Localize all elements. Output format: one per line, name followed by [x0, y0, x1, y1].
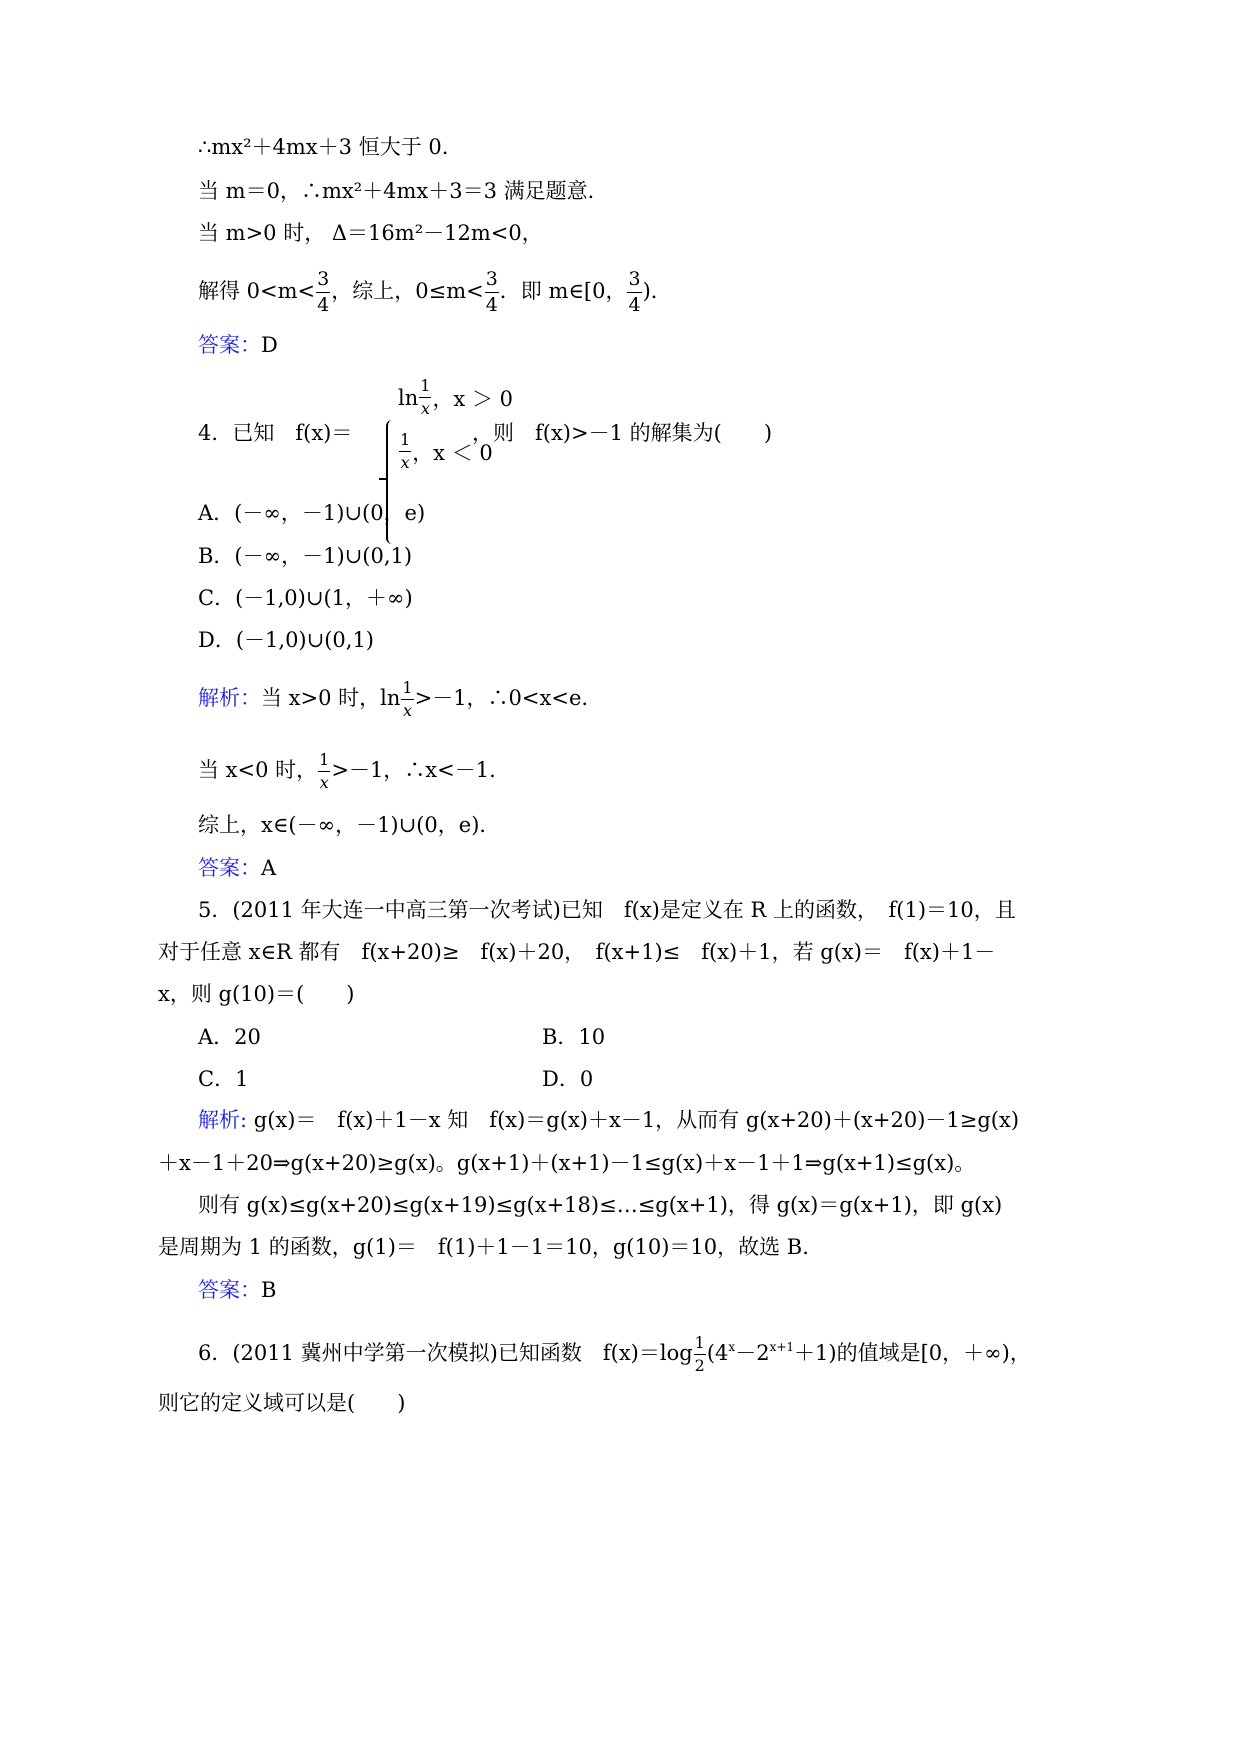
fraction	[401, 680, 413, 719]
q4-option-d: D．(－1,0)∪(0,1)	[198, 628, 374, 652]
case-condition: ，x ＜ 0	[412, 440, 493, 465]
fraction	[316, 270, 330, 315]
fraction-denominator: x	[420, 399, 430, 418]
fraction-denominator: 2	[694, 1356, 705, 1375]
sec3-line-2: 当 m＝0，∴mx²＋4mx＋3＝3 满足题意．	[198, 179, 609, 203]
fraction-numerator: 1	[694, 1335, 706, 1355]
sec3-line-1: ∴mx²＋4mx＋3 恒大于 0.	[198, 135, 449, 159]
sec3-line-3: 当 m>0 时， Δ＝16m²－12m<0，	[198, 221, 543, 245]
ln-text: ln	[398, 385, 419, 410]
fraction-denominator: x	[319, 773, 329, 792]
sec3-line-4-b: ，综上，0≤m<	[331, 279, 484, 303]
q4-stem-tail: ，则 f(x)>－1 的解集为( )	[472, 421, 773, 445]
answer-value: D	[261, 333, 278, 357]
q4-solution-2	[198, 745, 496, 795]
q5-stem-3: x，则 g(10)＝( )	[158, 982, 355, 1006]
exponent: x	[728, 1340, 736, 1354]
fraction-numerator: 3	[485, 270, 499, 293]
q4-stem: 4．已知 f(x)＝	[198, 421, 353, 445]
fraction-numerator: 3	[316, 270, 330, 293]
solution-text: 当 x>0 时，ln	[261, 686, 401, 710]
q5-option-a: A．20	[198, 1025, 261, 1049]
answer-label: 答案：	[198, 333, 261, 357]
q6-text: ＋1)的值域是[0，＋∞)，	[794, 1341, 1031, 1365]
q4-solution-3: 综上，x∈(－∞，－1)∪(0，e)．	[198, 813, 501, 837]
answer-label: 答案：	[198, 856, 261, 880]
fraction-numerator: 3	[627, 270, 641, 293]
q5-solution-2: ＋x－1＋20⇒g(x+20)≥g(x)。g(x+1)＋(x+1)－1≤g(x)＋x－1＋1⇒g(x+1)≤g(x)。	[158, 1151, 976, 1175]
solution-label: 解析:	[198, 1108, 248, 1132]
sec3-line-4-d: )．	[642, 279, 672, 303]
solution-text: g(x)＝ f(x)＋1－x 知 f(x)＝g(x)＋x－1，从而有 g(x+20)＋(x+20)－1≥g(x)	[247, 1108, 1020, 1132]
q5-solution-1	[198, 1107, 1019, 1133]
q5-stem-2: 对于任意 x∈R 都有 f(x+20)≥ f(x)＋20， f(x+1)≤ f(x)＋1，若 g(x)＝ f(x)＋1－	[158, 940, 996, 964]
sec3-line-4-c: ．即 m∈[0，	[499, 279, 627, 303]
fraction-denominator: x	[402, 701, 413, 720]
q4-option-c: C．(－1,0)∪(1，＋∞)	[198, 586, 413, 610]
q4-solution-1	[198, 673, 588, 723]
fraction	[627, 270, 641, 315]
q5-stem-1: 5．(2011 年大连一中高三第一次考试)已知 f(x)是定义在 R 上的函数， f(1)＝10，且	[198, 898, 1016, 922]
q5-solution-3: 则有 g(x)≤g(x+20)≤g(x+19)≤g(x+18)≤…≤g(x+1)，得 g(x)＝g(x+1)，即 g(x)	[198, 1193, 1003, 1217]
sec3-answer	[198, 332, 278, 358]
fraction	[399, 432, 411, 471]
fraction-numerator: 1	[318, 752, 330, 772]
fraction-numerator: 1	[401, 680, 413, 700]
q5-option-d: D．0	[542, 1067, 594, 1091]
exponent: x+1	[769, 1340, 795, 1354]
fraction	[694, 1335, 706, 1374]
fraction	[419, 378, 431, 417]
q4-option-a: A．(－∞，－1)∪(0，e)	[198, 501, 426, 525]
q6-text: (4	[706, 1341, 729, 1365]
fraction-denominator: 4	[628, 294, 641, 316]
q6-text: －2	[735, 1341, 770, 1365]
solution-text: 当 x<0 时，	[198, 758, 318, 782]
fraction	[485, 270, 499, 315]
answer-value: B	[261, 1278, 277, 1302]
fraction-numerator: 1	[399, 432, 411, 452]
q5-answer	[198, 1277, 276, 1303]
fraction-denominator: 4	[317, 294, 330, 316]
answer-value: A	[261, 856, 277, 880]
q6-text: 6．(2011 冀州中学第一次模拟)已知函数 f(x)＝log	[198, 1341, 693, 1365]
solution-label: 解析：	[198, 686, 261, 710]
fraction	[318, 752, 330, 791]
solution-text: >－1，∴x<－1.	[331, 758, 496, 782]
q4-option-b: B．(－∞，－1)∪(0,1)	[198, 544, 413, 568]
solution-text: >－1，∴0<x<e.	[414, 686, 589, 710]
q4-case-1	[398, 378, 513, 417]
q6-stem-2: 则它的定义域可以是( )	[158, 1391, 406, 1415]
answer-label: 答案：	[198, 1278, 261, 1302]
q5-solution-4: 是周期为 1 的函数，g(1)＝ f(1)＋1－1＝10，g(10)＝10，故选 B.	[158, 1235, 809, 1259]
q5-option-b: B．10	[542, 1025, 606, 1049]
q4-answer	[198, 855, 276, 881]
q6-stem-1	[198, 1322, 1031, 1378]
case-condition: ，x ＞ 0	[432, 386, 513, 411]
fraction-numerator: 1	[419, 378, 431, 398]
q5-option-c: C．1	[198, 1067, 249, 1091]
sec3-line-4-a: 解得 0<m<	[198, 279, 316, 303]
fraction-denominator: x	[400, 453, 410, 472]
fraction-denominator: 4	[485, 294, 498, 316]
sec3-line-4	[198, 266, 672, 316]
